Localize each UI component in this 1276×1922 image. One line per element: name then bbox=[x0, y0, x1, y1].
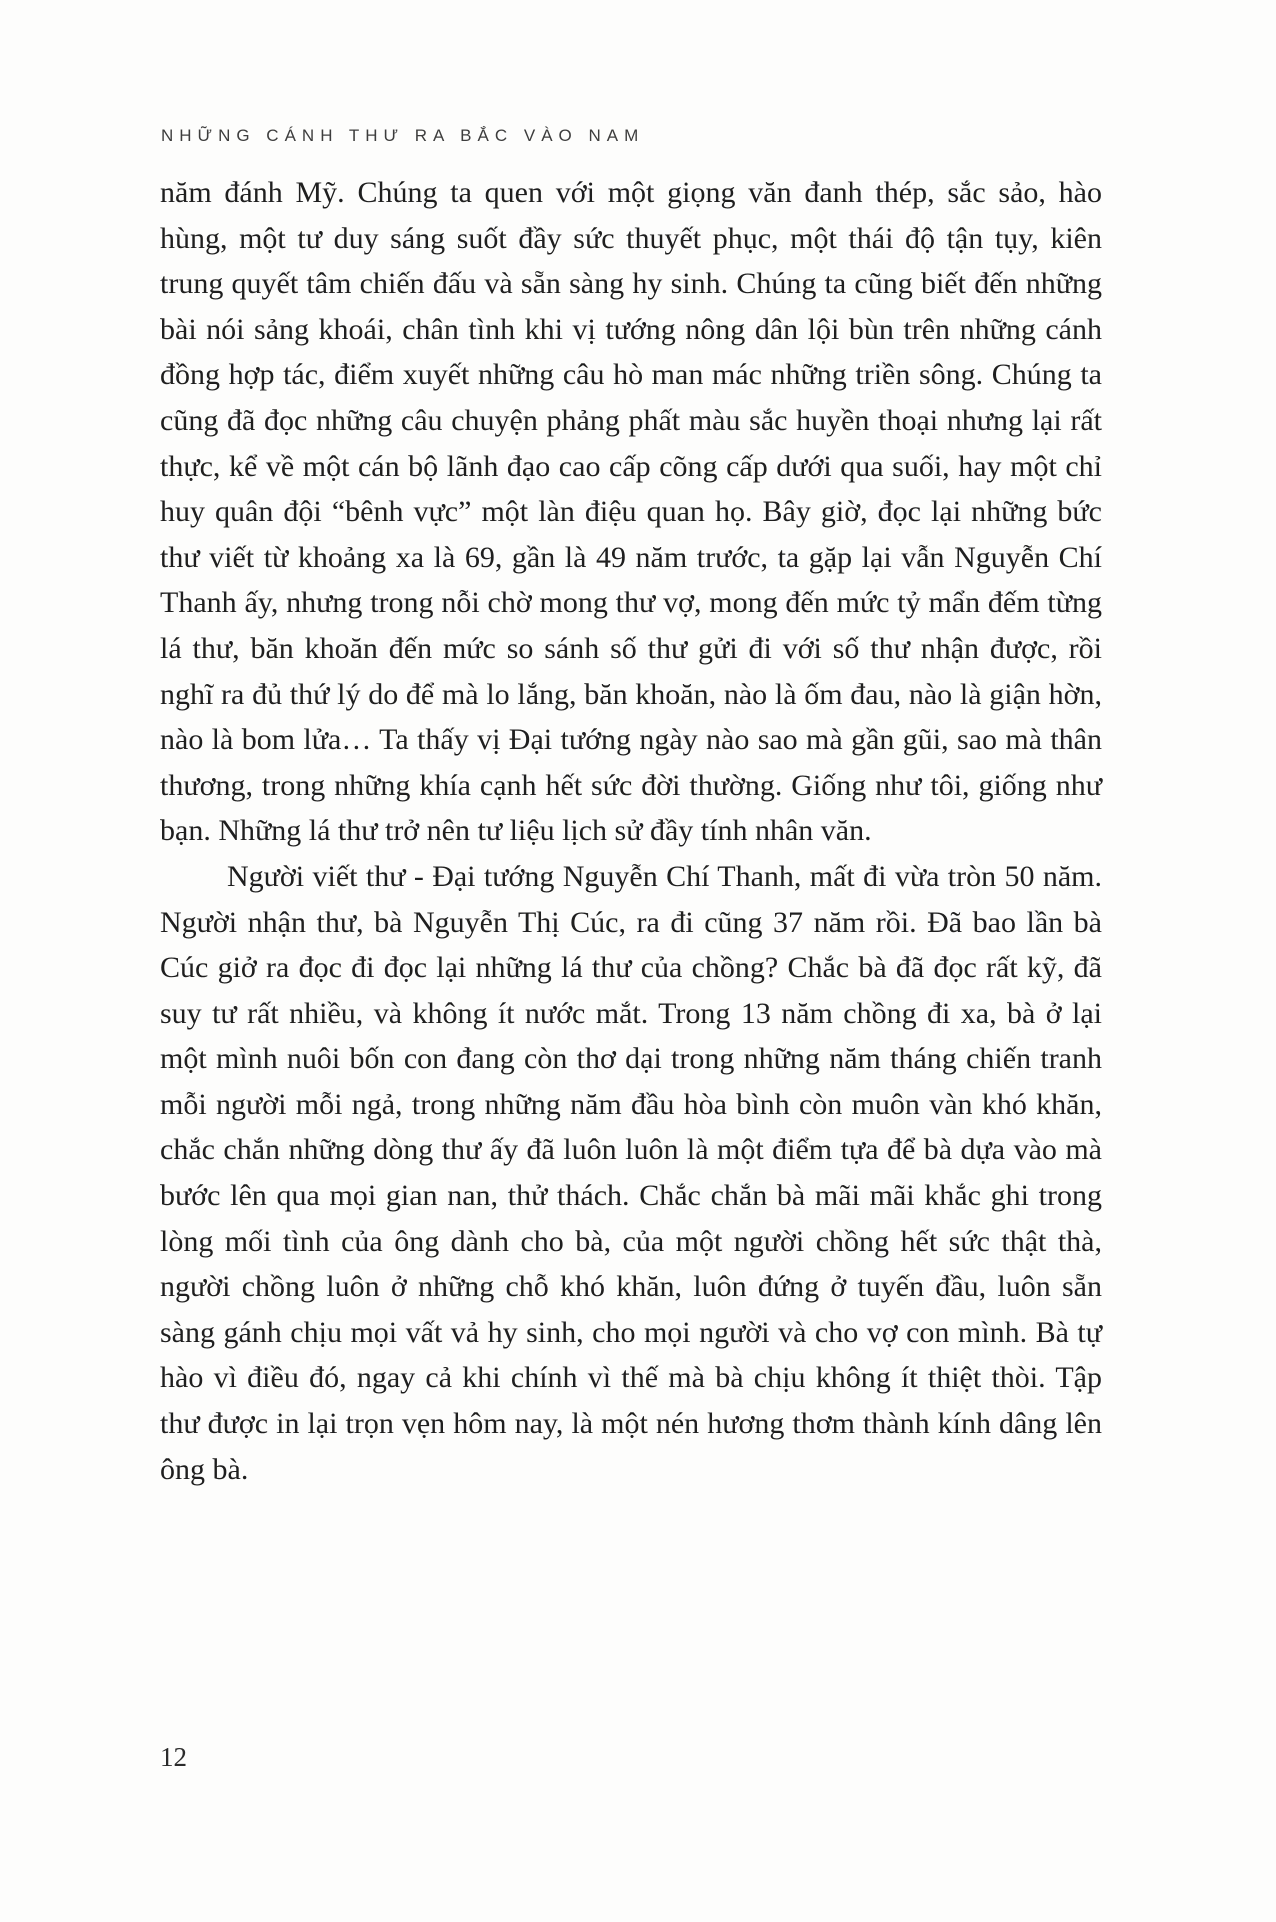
running-head: NHỮNG CÁNH THƯ RA BẮC VÀO NAM bbox=[161, 126, 645, 145]
paragraph-continuation: năm đánh Mỹ. Chúng ta quen với một giọng văn đanh thép, sắc sảo, hào hùng, một tư duy sáng suốt đầy sức thuyết phục, một thái độ tận tụy, kiên trung quyết tâm chiến đấu và sẵn sàng hy sinh. Chúng ta cũng biết đến những bài nói sảng khoái, chân tình khi vị tướng nông dân lội bùn trên những cánh đồng hợp tác, điểm xuyết những câu hò man mác những triền sông. Chúng ta cũng đã đọc những câu chuyện phảng phất màu sắc huyền thoại nhưng lại rất thực, kể về một cán bộ lãnh đạo cao cấp cõng cấp dưới qua suối, hay một chỉ huy quân đội “bênh vực” một làn điệu quan họ. Bây giờ, đọc lại những bức thư viết từ khoảng xa là 69, gần là 49 năm trước, ta gặp lại vẫn Nguyễn Chí Thanh ấy, nhưng trong nỗi chờ mong thư vợ, mong đến mức tỷ mẩn đếm từng lá thư, băn khoăn đến mức so sánh số thư gửi đi với số thư nhận được, rồi nghĩ ra đủ thứ lý do để mà lo lắng, băn khoăn, nào là ốm đau, nào là giận hờn, nào là bom lửa… Ta thấy vị Đại tướng ngày nào sao mà gần gũi, sao mà thân thương, trong những khía cạnh hết sức đời thường. Giống như tôi, giống như bạn. Những lá thư trở nên tư liệu lịch sử đầy tính nhân văn. bbox=[160, 176, 1102, 848]
page-number: 12 bbox=[160, 1742, 187, 1772]
page-body-text bbox=[160, 170, 1102, 1492]
paragraph-second: Người viết thư - Đại tướng Nguyễn Chí Thanh, mất đi vừa tròn 50 năm. Người nhận thư, bà Nguyễn Thị Cúc, ra đi cũng 37 năm rồi. Đã bao lần bà Cúc giở ra đọc đi đọc lại những lá thư của chồng? Chắc bà đã đọc rất kỹ, đã suy tư rất nhiều, và không ít nước mắt. Trong 13 năm chồng đi xa, bà ở lại một mình nuôi bốn con đang còn thơ dại trong những năm tháng chiến tranh mỗi người mỗi ngả, trong những năm đầu hòa bình còn muôn vàn khó khăn, chắc chắn những dòng thư ấy đã luôn luôn là một điểm tựa để bà dựa vào mà bước lên qua mọi gian nan, thử thách. Chắc chắn bà mãi mãi khắc ghi trong lòng mối tình của ông dành cho bà, của một người chồng hết sức thật thà, người chồng luôn ở những chỗ khó khăn, luôn đứng ở tuyến đầu, luôn sẵn sàng gánh chịu mọi vất vả hy sinh, cho mọi người và cho vợ con mình. Bà tự hào vì điều đó, ngay cả khi chính vì thế mà bà chịu không ít thiệt thòi. Tập thư được in lại trọn vẹn hôm nay, là một nén hương thơm thành kính dâng lên ông bà. bbox=[160, 859, 1102, 1486]
